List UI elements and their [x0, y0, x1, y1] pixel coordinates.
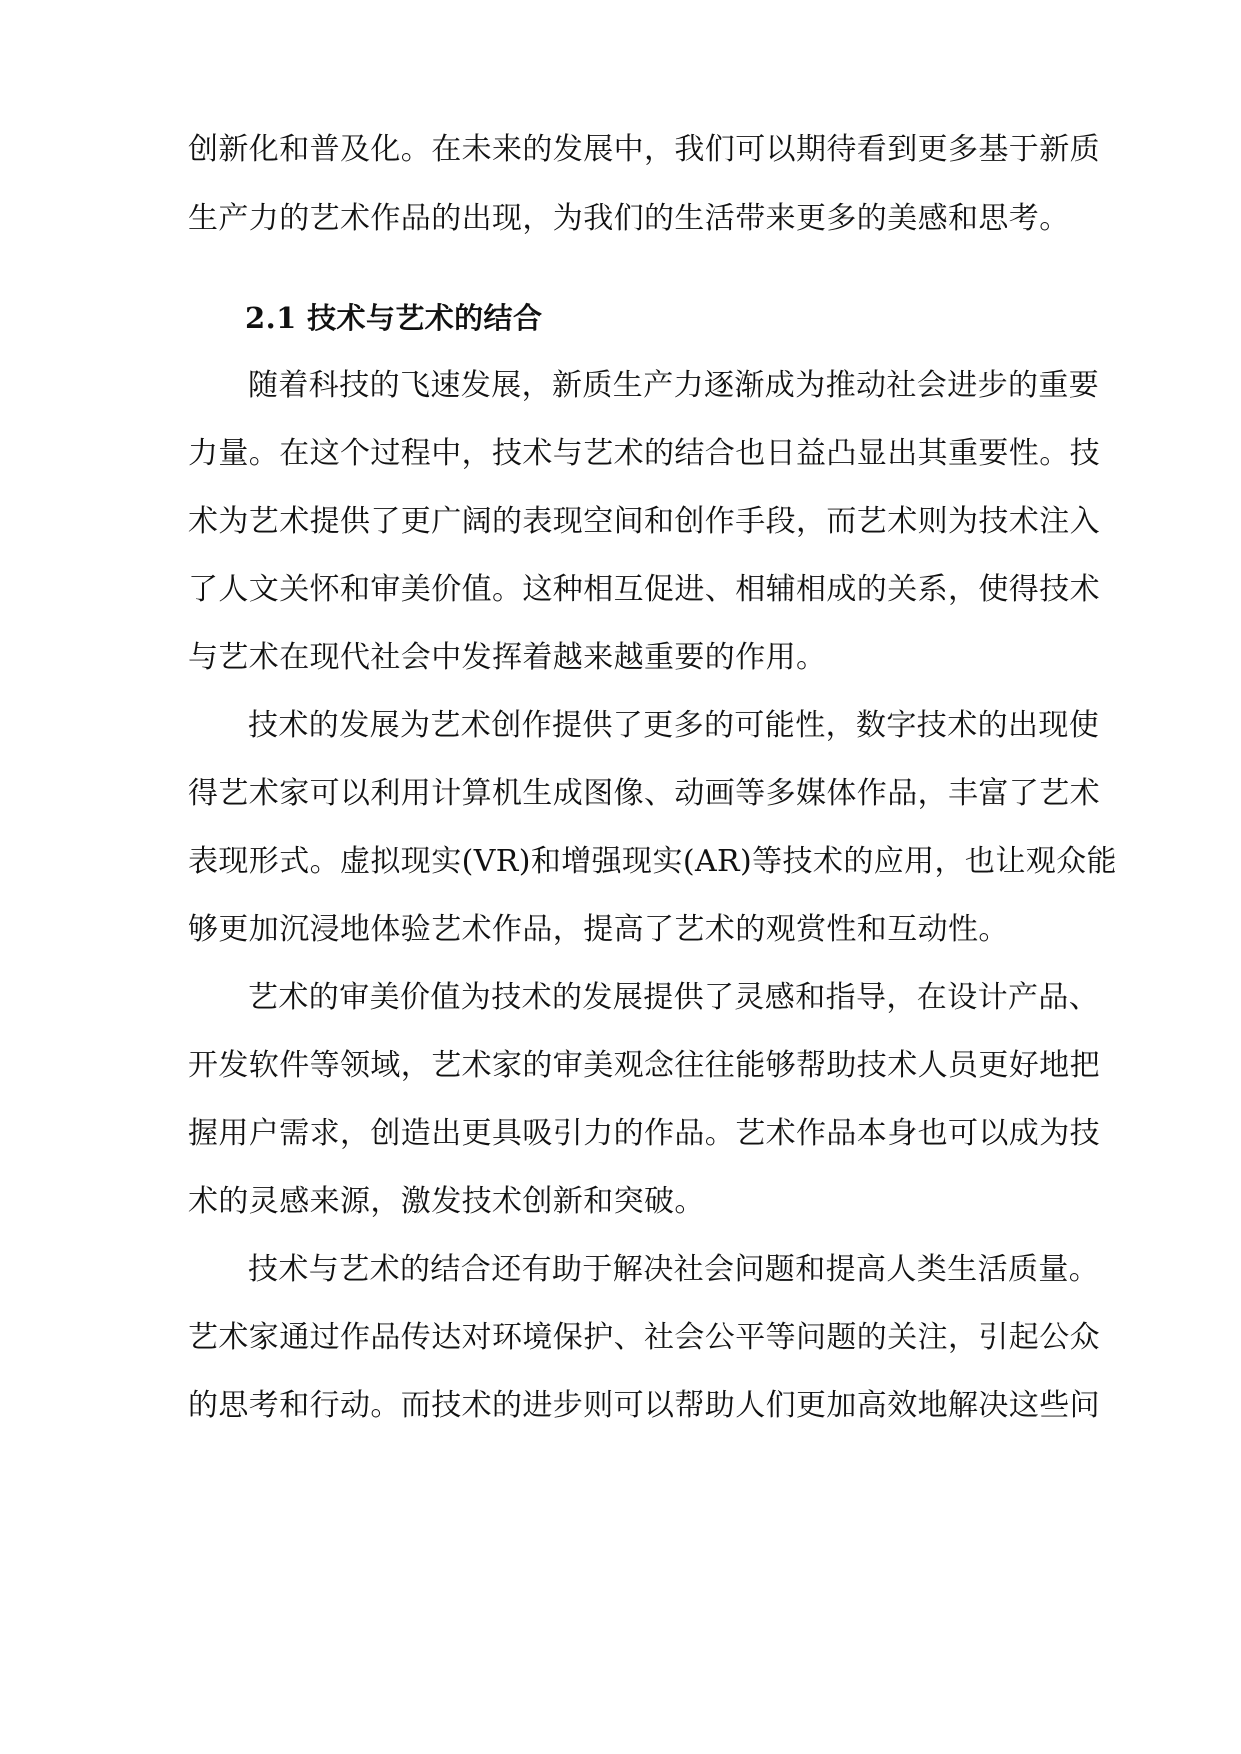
paragraph2-line-3: 表现形式。虚拟现实(VR)和增强现实(AR)等技术的应用，也让观众能	[188, 844, 1117, 879]
paragraph3-line-1: 艺术的审美价值为技术的发展提供了灵感和指导，在设计产品、	[248, 980, 1100, 1015]
paragraph3-line-4: 术的灵感来源，激发技术创新和突破。	[188, 1184, 705, 1219]
paragraph2-line-1: 技术的发展为艺术创作提供了更多的可能性，数字技术的出现使	[248, 708, 1100, 743]
intro-line-2: 生产力的艺术作品的出现，为我们的生活带来更多的美感和思考。	[188, 201, 1070, 236]
paragraph4-line-3: 的思考和行动。而技术的进步则可以帮助人们更加高效地解决这些问	[188, 1388, 1100, 1423]
paragraph3-line-2: 开发软件等领域，艺术家的审美观念往往能够帮助技术人员更好地把	[188, 1048, 1100, 1083]
section-heading: 2.1 技术与艺术的结合	[245, 301, 543, 335]
paragraph2-line-2: 得艺术家可以利用计算机生成图像、动画等多媒体作品，丰富了艺术	[188, 776, 1100, 811]
paragraph1-line-2: 力量。在这个过程中，技术与艺术的结合也日益凸显出其重要性。技	[188, 436, 1100, 471]
paragraph2-line-4: 够更加沉浸地体验艺术作品，提高了艺术的观赏性和互动性。	[188, 912, 1009, 947]
paragraph4-line-2: 艺术家通过作品传达对环境保护、社会公平等问题的关注，引起公众	[188, 1320, 1100, 1355]
paragraph1-line-4: 了人文关怀和审美价值。这种相互促进、相辅相成的关系，使得技术	[188, 572, 1100, 607]
paragraph1-line-1: 随着科技的飞速发展，新质生产力逐渐成为推动社会进步的重要	[248, 368, 1100, 403]
paragraph1-line-5: 与艺术在现代社会中发挥着越来越重要的作用。	[188, 640, 827, 675]
intro-line-1: 创新化和普及化。在未来的发展中，我们可以期待看到更多基于新质	[188, 132, 1100, 167]
paragraph4-line-1: 技术与艺术的结合还有助于解决社会问题和提高人类生活质量。	[248, 1252, 1100, 1287]
paragraph3-line-3: 握用户需求，创造出更具吸引力的作品。艺术作品本身也可以成为技	[188, 1116, 1100, 1151]
paragraph1-line-3: 术为艺术提供了更广阔的表现空间和创作手段，而艺术则为技术注入	[188, 504, 1100, 539]
